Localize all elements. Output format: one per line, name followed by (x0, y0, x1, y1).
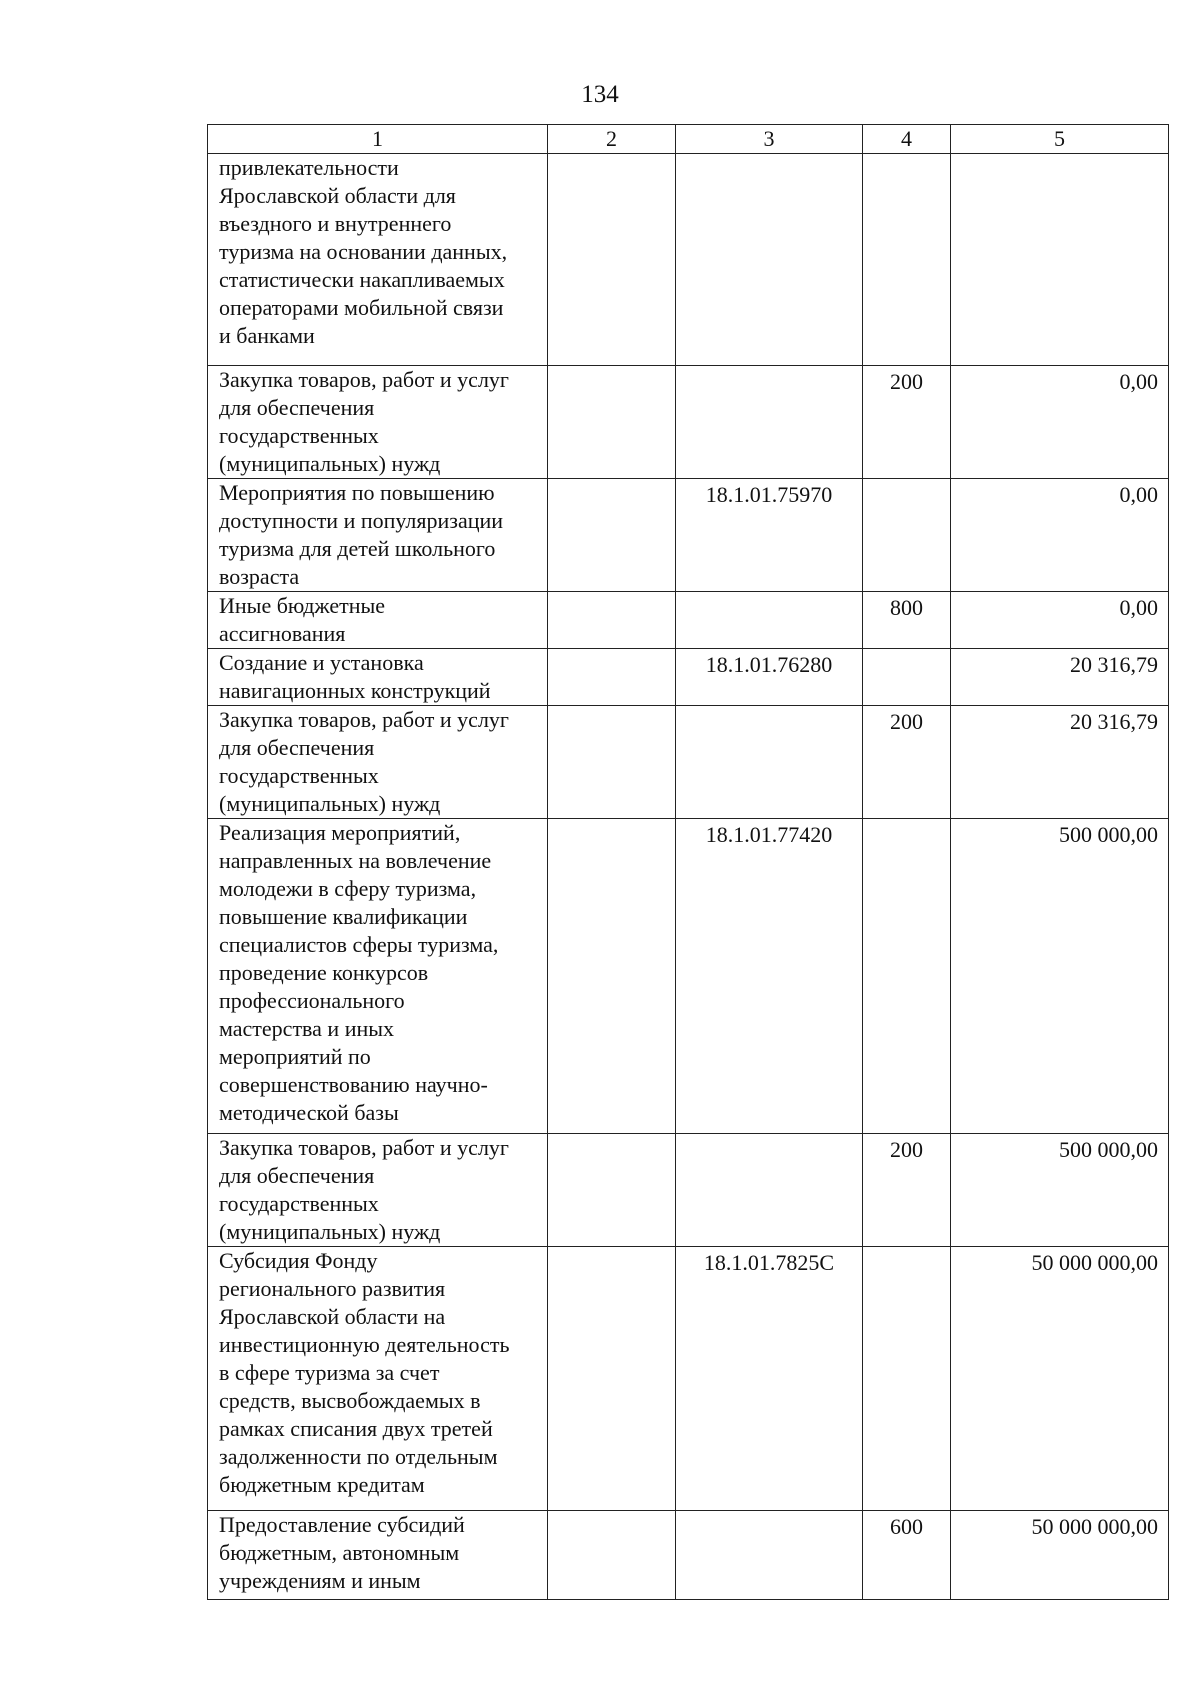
expense-type-cell (863, 706, 951, 819)
table-row (208, 1247, 1169, 1511)
table-row (208, 1134, 1169, 1247)
item-name-text: привлекательности Ярославской области для въездного и внутреннего туризма на основании данных, статистически накапливаемых операторами мобильной связи и банками (219, 155, 508, 348)
column-2-cell (548, 1511, 676, 1600)
target-code-cell (676, 592, 863, 649)
amount-cell (951, 649, 1169, 706)
amount-text: 500 000,00 (1059, 1137, 1158, 1162)
amount-cell (951, 706, 1169, 819)
expense-type-cell (863, 479, 951, 592)
amount-text: 50 000 000,00 (1031, 1250, 1158, 1275)
item-name-text: Закупка товаров, работ и услуг для обеспечения государственных (муниципальных) нужд (219, 1135, 509, 1244)
item-name-cell (208, 1247, 548, 1511)
amount-cell (951, 1247, 1169, 1511)
table-row (208, 366, 1169, 479)
expense-type-text: 600 (890, 1514, 923, 1539)
amount-text: 50 000 000,00 (1031, 1514, 1158, 1539)
target-code-text: 18.1.01.75970 (705, 482, 833, 507)
target-code-cell (676, 366, 863, 479)
target-code-cell (676, 154, 863, 366)
target-code-cell (676, 649, 863, 706)
page-number: 134 (581, 81, 619, 108)
amount-cell (951, 479, 1169, 592)
amount-cell (951, 819, 1169, 1134)
item-name-text: Создание и установка навигационных конструкций (219, 650, 491, 703)
expense-type-cell (863, 819, 951, 1134)
amount-cell (951, 154, 1169, 366)
budget-table (207, 124, 1169, 1600)
expense-type-cell (863, 1134, 951, 1247)
target-code-text: 18.1.01.76280 (705, 652, 833, 677)
target-code-cell (676, 706, 863, 819)
amount-cell (951, 1511, 1169, 1600)
expense-type-cell (863, 1511, 951, 1600)
target-code-cell (676, 479, 863, 592)
column-header: 1 (208, 125, 548, 154)
amount-text: 20 316,79 (1070, 709, 1158, 734)
expense-type-cell (863, 649, 951, 706)
column-2-cell (548, 1247, 676, 1511)
table-row (208, 592, 1169, 649)
item-name-text: Субсидия Фонду регионального развития Ярославской области на инвестиционную деятельность в сфере туризма за счет средств, высвобождаемых в рамках списания двух третей задолженности по отдельным бюджетным кредитам (219, 1248, 510, 1497)
amount-cell (951, 1134, 1169, 1247)
table-row (208, 1511, 1169, 1600)
amount-text: 0,00 (1119, 595, 1158, 620)
column-2-cell (548, 479, 676, 592)
target-code-text: 18.1.01.77420 (705, 822, 833, 847)
column-2-cell (548, 154, 676, 366)
expense-type-text: 200 (890, 709, 923, 734)
amount-text: 0,00 (1119, 482, 1158, 507)
column-header: 2 (548, 125, 676, 154)
column-header: 5 (951, 125, 1169, 154)
item-name-cell (208, 154, 548, 366)
table-row (208, 479, 1169, 592)
amount-cell (951, 366, 1169, 479)
target-code-cell (676, 819, 863, 1134)
column-2-cell (548, 819, 676, 1134)
item-name-cell (208, 592, 548, 649)
table-row (208, 819, 1169, 1134)
target-code-text: 18.1.01.7825С (703, 1250, 835, 1275)
table-row (208, 154, 1169, 366)
item-name-text: Закупка товаров, работ и услуг для обеспечения государственных (муниципальных) нужд (219, 707, 509, 816)
item-name-cell (208, 366, 548, 479)
item-name-cell (208, 649, 548, 706)
table-row (208, 706, 1169, 819)
expense-type-cell (863, 154, 951, 366)
target-code-cell (676, 1134, 863, 1247)
amount-text: 0,00 (1119, 369, 1158, 394)
column-header: 3 (676, 125, 863, 154)
table-header-row (208, 125, 1169, 154)
item-name-text: Предоставление субсидий бюджетным, автономным учреждениям и иным (219, 1512, 465, 1593)
item-name-cell (208, 1511, 548, 1600)
item-name-text: Закупка товаров, работ и услуг для обеспечения государственных (муниципальных) нужд (219, 367, 509, 476)
expense-type-text: 200 (890, 369, 923, 394)
column-header: 4 (863, 125, 951, 154)
column-2-cell (548, 649, 676, 706)
item-name-cell (208, 706, 548, 819)
column-2-cell (548, 1134, 676, 1247)
expense-type-cell (863, 1247, 951, 1511)
column-2-cell (548, 366, 676, 479)
item-name-cell (208, 1134, 548, 1247)
table-row (208, 649, 1169, 706)
amount-cell (951, 592, 1169, 649)
target-code-cell (676, 1511, 863, 1600)
column-2-cell (548, 592, 676, 649)
expense-type-cell (863, 592, 951, 649)
expense-type-cell (863, 366, 951, 479)
item-name-text: Мероприятия по повышению доступности и популяризации туризма для детей школьного возраста (219, 480, 504, 589)
expense-type-text: 800 (890, 595, 923, 620)
item-name-cell (208, 819, 548, 1134)
target-code-cell (676, 1247, 863, 1511)
column-2-cell (548, 706, 676, 819)
amount-text: 500 000,00 (1059, 822, 1158, 847)
item-name-text: Иные бюджетные ассигнования (219, 593, 386, 646)
item-name-cell (208, 479, 548, 592)
expense-type-text: 200 (890, 1137, 923, 1162)
amount-text: 20 316,79 (1070, 652, 1158, 677)
item-name-text: Реализация мероприятий, направленных на вовлечение молодежи в сферу туризма, повышение квалификации специалистов сферы туризма, проведение конкурсов профессионального мастерства и иных мероприятий по совершенствованию научно- методической базы (219, 820, 499, 1125)
